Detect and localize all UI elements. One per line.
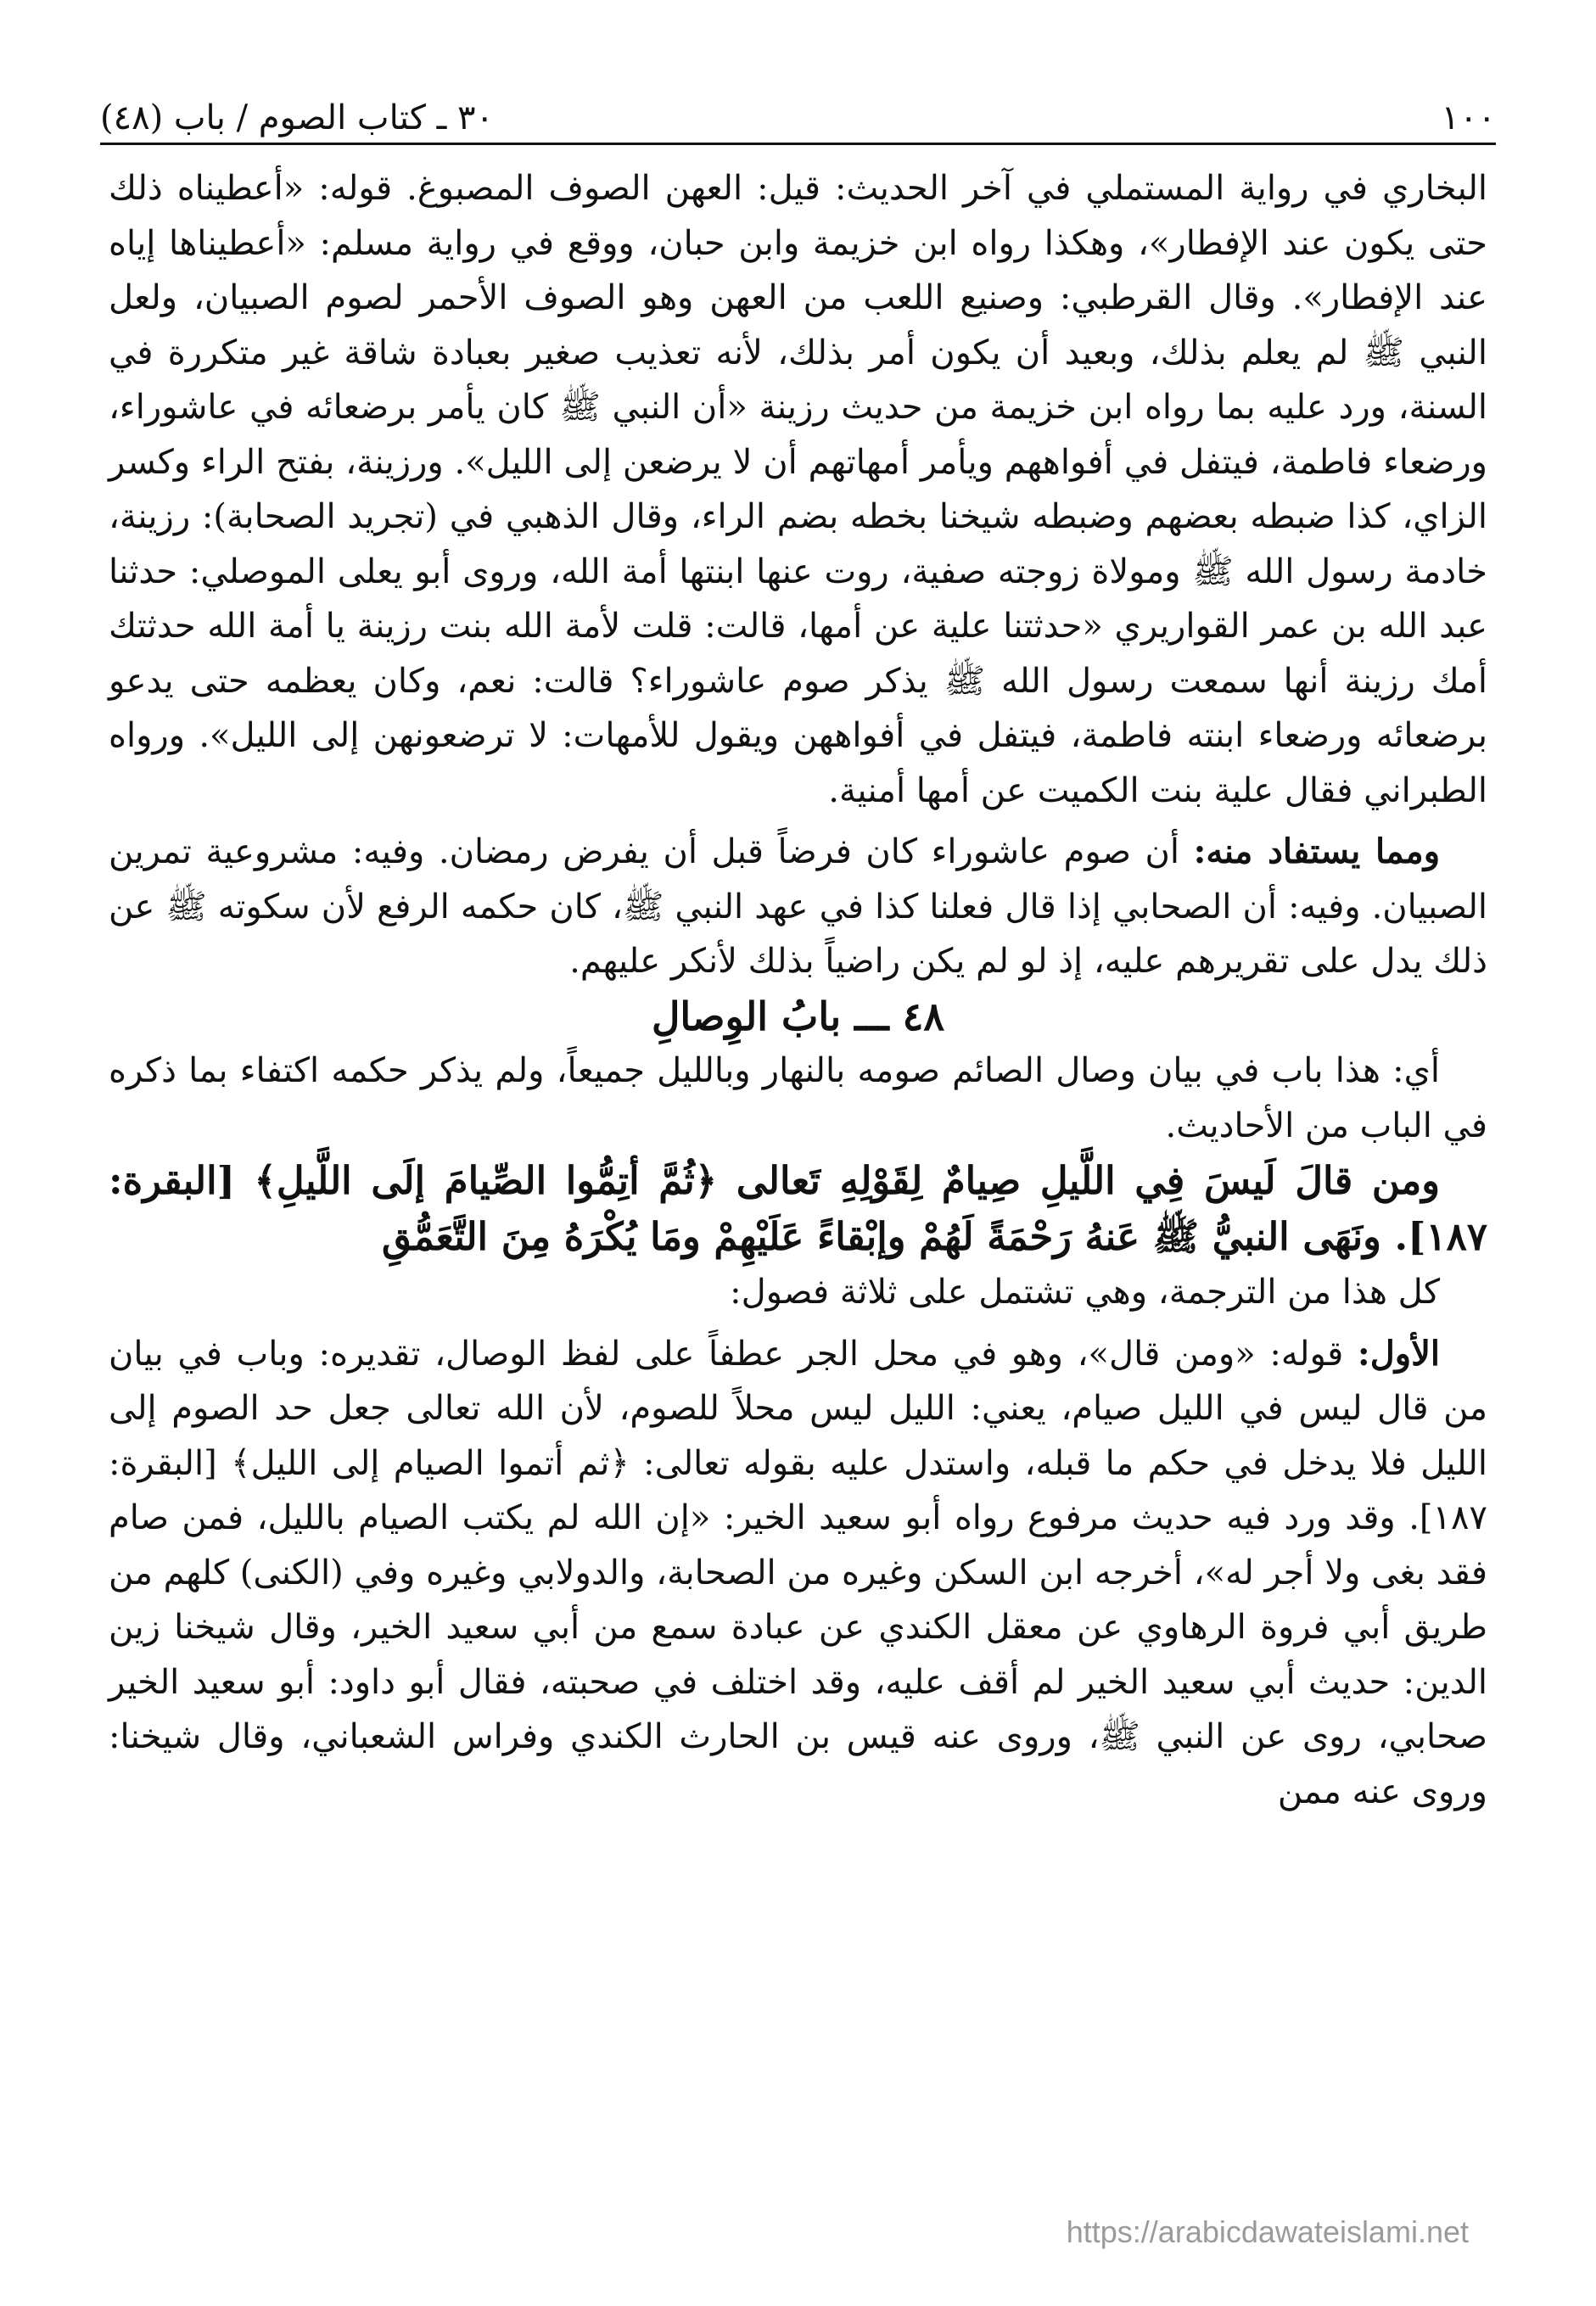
page-number: ١٠٠ [1441,98,1496,137]
paragraph-first-section-text: قوله: «ومن قال»، وهو في محل الجر عطفاً على لفظ الوصال، تقديره: وباب في بيان من قال ليس في الليل صيام، يعني: الليل ليس محلاً للصوم، لأن الله تعالى جعل حد الصوم إلى الليل فلا يدخل في حكم ما قبله، واستدل عليه بقوله تعالى: ﴿ثم أتموا الصيام إلى الليل﴾ [البقرة: ١٨٧]. وقد ورد فيه حديث مرفوع رواه أبو سعيد الخير: «إن الله لم يكتب الصيام بالليل، فمن صام فقد بغى ولا أجر له»، أخرجه ابن السكن وغيره من الصحابة، والدولابي وغيره وفي (الكنى) كلهم من طريق أبي فروة الرهاوي عن معقل الكندي عن عبادة سمع من أبي سعيد الخير، وقال شيخنا زين الدين: حديث أبي سعيد الخير لم أقف عليه، وقد اختلف في صحبته، فقال أبو داود: أبو سعيد الخير صحابي، روى عن النبي ﷺ، وروى عنه قيس بن الحارث الكندي وفراس الشعباني، وقال شيخنا: وروى عنه ممن [109,1334,1487,1811]
paragraph-commentary-1: البخاري في رواية المستملي في آخر الحديث: قيل: العهن الصوف المصبوغ. قوله: «أعطيناه ذلك حتى يكون عند الإفطار»، وهكذا رواه ابن خزيمة وابن حبان، ووقع في رواية مسلم: «أعطيناها إياه عند الإفطار». وقال القرطبي: وصنيع اللعب من العهن وهو الصوف الأحمر لصوم الصبيان، ولعل النبي ﷺ لم يعلم بذلك، وبعيد أن يكون أمر بذلك، لأنه تعذيب صغير بعبادة شاقة غير متكررة في السنة، ورد عليه بما رواه ابن خزيمة من حديث رزينة «أن النبي ﷺ كان يأمر برضعائه في عاشوراء، ورضعاء فاطمة، فيتفل في أفواههم ويأمر أمهاتهم أن لا يرضعن إلى الليل». ورزينة، بفتح الراء وكسر الزاي، كذا ضبطه بعضهم وضبطه شيخنا بخطه بضم الراء، وقال الذهبي في (تجريد الصحابة): رزينة، خادمة رسول الله ﷺ ومولاة زوجته صفية، روت عنها ابنتها أمة الله، وروى أبو يعلى الموصلي: حدثنا عبد الله بن عمر القواريري «حدثتنا علية عن أمها، قالت: قلت لأمة الله بنت رزينة يا أمة الله حدثتك أمك رزينة أنها سمعت رسول الله ﷺ يذكر صوم عاشوراء؟ قالت: نعم، وكان يعظمه حتى يدعو برضعائه ورضعاء ابنته فاطمة، فيتفل في أفواههن ويقول للأمهات: لا ترضعونهن إلى الليل». ورواه الطبراني فقال علية بنت الكميت عن أمها أمنية. [109,169,1488,810]
paragraph-benefits-lead: ومما يستفاد منه: [1193,831,1441,871]
paragraph-first-section [109,1327,1487,1820]
chapter-heading-text: ومن قالَ لَيسَ فِي اللَّيلِ صِيامٌ لِقَوْلِهِ تَعالى ﴿ثُمَّ أتِمُّوا الصِّيامَ إلَى اللَّيلِ﴾ [البقرة: ١٨٧]. ونَهَى النبيُّ ﷺ عَنهُ رَحْمَةً لَهُمْ وإبْقاءً عَلَيْهِمْ ومَا يُكْرَهُ مِنَ التَّعَمُّقِ [109,1158,1487,1259]
paragraph-benefits-text: أن صوم عاشوراء كان فرضاً قبل أن يفرض رمضان. وفيه: مشروعية تمرين الصبيان. وفيه: أن الصحابي إذا قال فعلنا كذا في عهد النبي ﷺ، كان حكمه الرفع لأن سكوته ﷺ عن ذلك يدل على تقريرهم عليه، إذ لو لم يكن راضياً بذلك لأنكر عليهم. [109,832,1487,981]
paragraph-first-section-lead: الأول: [1357,1333,1440,1374]
chapter-title: ٤٨ ـــ بابُ الوِصالِ [651,993,945,1039]
paragraph-benefits [109,825,1487,989]
watermark-url: https://arabicdawateislami.net [1066,2214,1469,2249]
running-title: ٣٠ ـ كتاب الصوم / باب (٤٨) [100,98,494,137]
paragraph-chapter-intro: أي: هذا باب في بيان وصال الصائم صومه بالنهار وبالليل جميعاً، ولم يذكر حكمه اكتفاء بما ذكره في الباب من الأحاديث. [109,1051,1487,1145]
paragraph-sections-note: كل هذا من الترجمة، وهي تشتمل على ثلاثة فصول: [730,1273,1440,1312]
header-rule [100,143,1496,145]
page-body [109,161,1487,1819]
page-header [100,70,1496,137]
